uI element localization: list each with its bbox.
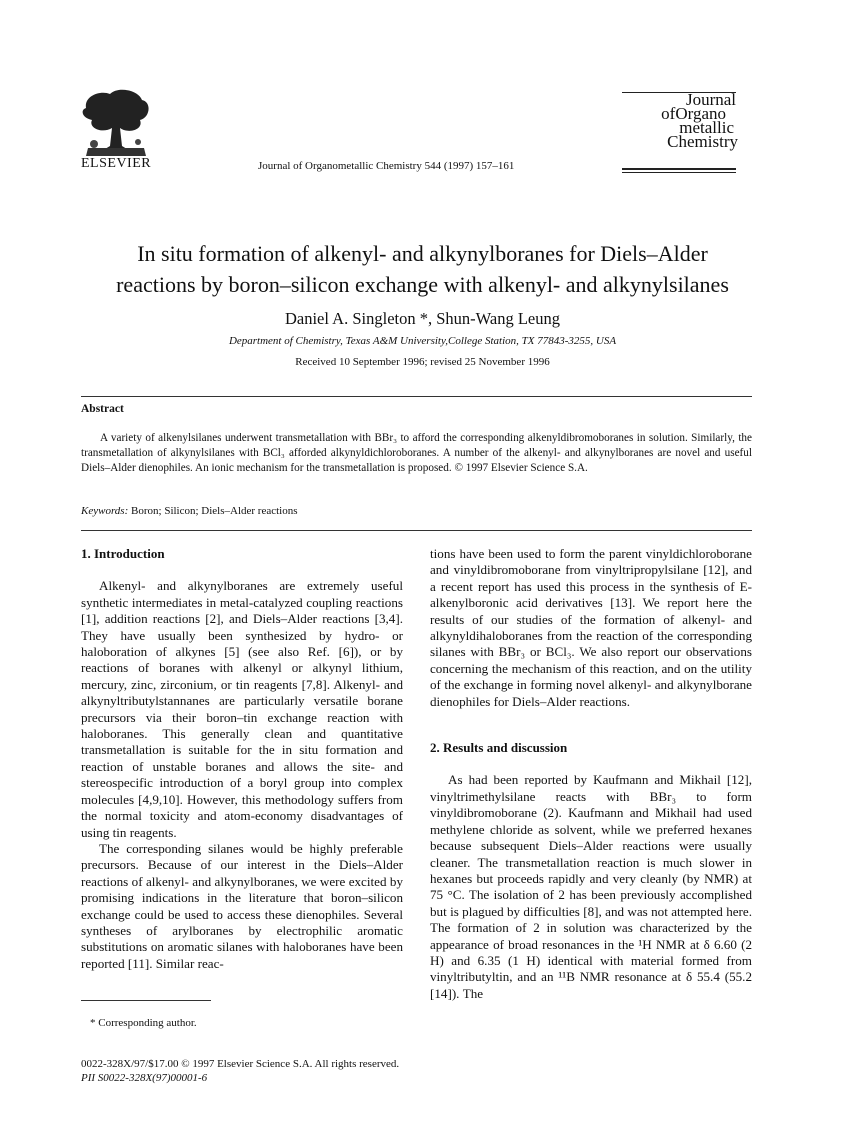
footer [81, 1057, 399, 1085]
publisher-name: ELSEVIER [81, 156, 152, 171]
received-dates: Received 10 September 1996; revised 25 November 1996 [295, 356, 550, 368]
copyright-line: 0022-328X/97/$17.00 © 1997 Elsevier Science S.A. All rights reserved. [81, 1058, 400, 1070]
journal-logo-line: Chemistry [667, 132, 738, 151]
footnote-corresponding-author: * Corresponding author. [90, 1017, 197, 1029]
journal-logo-line: ofOrgano [661, 104, 726, 123]
paragraph: The corresponding silanes would be highly preferable precursors. Because of our interest in the Diels–Alder reactions of alkenyl- and alkynylboranes, we were excited by promising indications in the literature that boron–silicon exchange could be used to access these dienophiles. Several syntheses of arylboranes by electrophilic aromatic substitutions on aromatic silanes with haloboranes have been reported [11]. Similar reac- [81, 840, 403, 971]
footnote-rule [81, 1000, 211, 1001]
elsevier-tree-logo [80, 88, 152, 158]
section-heading-results: 2. Results and discussion [430, 740, 568, 756]
article-title [60, 238, 785, 300]
logo-rule-bottom [622, 168, 736, 170]
abstract-rule-bottom [81, 530, 752, 531]
title-line: reactions by boron–silicon exchange with alkenyl- and alkynylsilanes [116, 272, 729, 297]
journal-citation: Journal of Organometallic Chemistry 544 (1997) 157–161 [258, 160, 515, 172]
keywords-label: Keywords: [81, 505, 129, 517]
pii-line: PII S0022-328X(97)00001-6 [81, 1072, 208, 1084]
abstract-rule-top [81, 396, 752, 397]
paragraph: Alkenyl- and alkynylboranes are extremely useful synthetic intermediates in metal-catalyzed coupling reactions [1], addition reactions [2], and Diels–Alder reactions [3,4]. They have usually been synthesized by hydro- or haloboration of alkynes [5] (see also Ref. [6]), or by reactions of boranes with alkenyl or alkynyl lithium, mercury, zinc, zirconium, or tin reagents [7,8]. Alkenyl- and alkynyltributylstannanes are particularly versatile borane precursors via their boron–tin exchange reaction with haloboranes. This generally clean and quantitative transmetallation is suitable for the in situ formation and reaction of unstable boranes and allows the site- and stereospecific introduction of a boryl group into complex molecules [4,9,10]. However, this methodology suffers from the normal toxicity and atom-economy disadvantages of using tin reagents. [81, 578, 403, 840]
section-heading-introduction: 1. Introduction [81, 546, 165, 561]
affiliation: Department of Chemistry, Texas A&M University,College Station, TX 77843-3255, USA [228, 335, 617, 347]
journal-logo [620, 90, 738, 151]
journal-logo-line: metallic [679, 118, 734, 137]
keywords [81, 505, 298, 517]
right-column [430, 546, 752, 1002]
logo-rule-bottom-thin [622, 172, 736, 173]
abstract-text: A variety of alkenylsilanes underwent transmetallation with BBr₃ to afford the corresponding alkenyldibromoboranes in solution. Similarly, the transmetallation of alkynylsilanes with BCl₃ afforded alkynyldichloroboranes. A number of the alkenyl- and alkynylboranes are novel and useful Diels–Alder dienophiles. An ionic mechanism for the transmetallation is proposed. © 1997 Elsevier Science S.A. [81, 432, 752, 475]
keywords-list: Boron; Silicon; Diels–Alder reactions [131, 505, 298, 517]
abstract-heading: Abstract [81, 403, 124, 415]
journal-logo-line: Journal [685, 90, 736, 109]
paragraph: As had been reported by Kaufmann and Mikhail [12], vinyltrimethylsilane reacts with BBr₃ to form vinyldibromoborane (2). Kaufmann and Mikhail had used methylene chloride as solvent, while we preferred hexanes because subsequent Diels–Alder reactions were usually cleaner. The transmetallation reaction is much slower in hexanes but proceeds rapidly and very cleanly (by NMR) at 75 °C. The isolation of 2 has been previously accomplished but is plagued by difficulties [8], and was not attempted here. The formation of 2 in solution was characterized by the appearance of broad resonances in the ¹H NMR at δ 6.60 (2 H) and 6.35 (1 H) identical with material formed from vinyltributyltin, and an ¹¹B NMR resonance at δ 55.4 (55.2 [14]). The [430, 772, 752, 1001]
paragraph: tions have been used to form the parent vinyldichloroborane and vinyldibromoborane from vinyltripropylsilane [12], and a recent report has used this process in the synthesis of E-alkenylboronic acid derivatives [13]. We report here the results of our studies of the formation of alkenyl- and alkynyldihaloboranes from the reaction of the corresponding silanes with BBr₃ or BCl₃. We also report our observations concerning the mechanism of this reaction, and on the utility of the exchange in forming novel alkenyl- and alkynylborane dienophiles for Diels–Alder reactions. [430, 546, 752, 709]
author-list: Daniel A. Singleton *, Shun-Wang Leung [284, 309, 560, 328]
title-line: In situ formation of alkenyl- and alkynylboranes for Diels–Alder [137, 241, 708, 266]
left-column [81, 546, 403, 972]
